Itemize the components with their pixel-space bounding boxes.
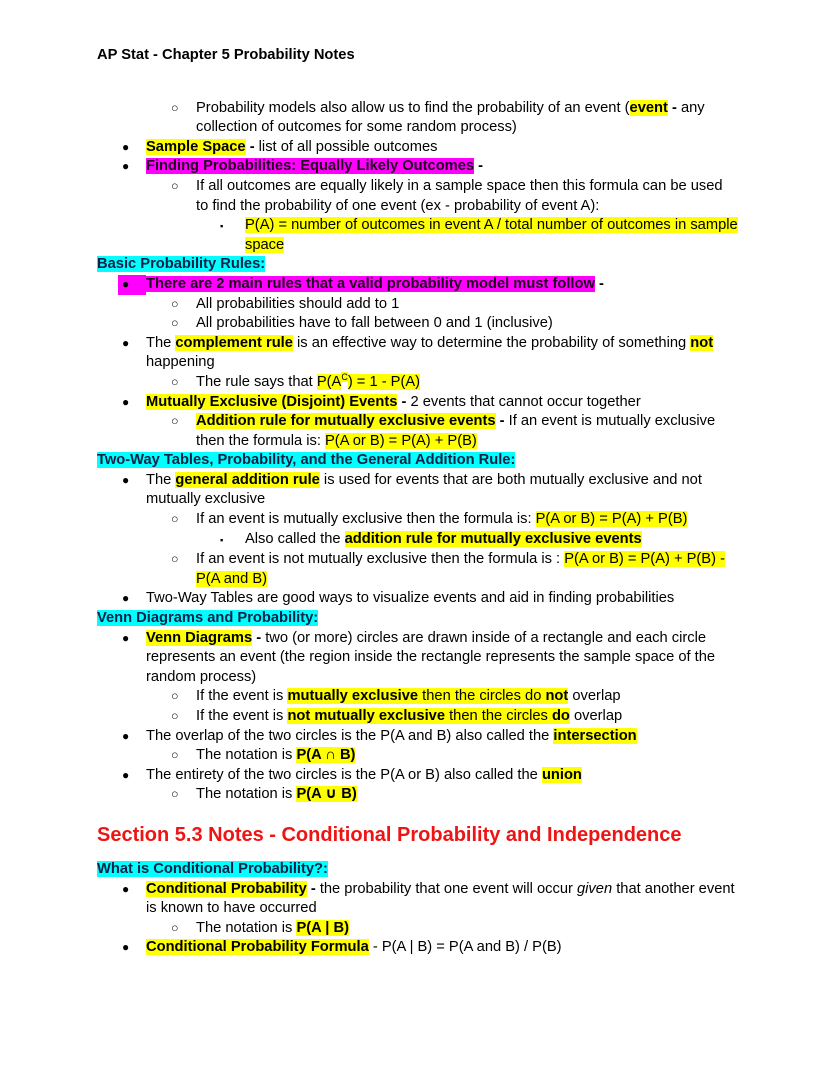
bullet-circle-icon: ○ xyxy=(171,374,179,389)
highlighted-text-run: not xyxy=(545,688,569,705)
bullet-item xyxy=(97,275,738,295)
text-run: The rule says that xyxy=(196,373,317,390)
highlighted-text-run: event xyxy=(629,99,668,116)
bullet-text xyxy=(196,314,738,334)
bullet-item xyxy=(97,216,738,255)
bullet-circle-icon: ○ xyxy=(171,920,179,935)
bullet-text xyxy=(146,157,738,177)
cyan-heading xyxy=(97,255,738,275)
highlighted-text-run: P(A | B) xyxy=(296,919,349,936)
bullet-text xyxy=(196,412,738,451)
text-run: The overlap of the two circles is the P(A and B) also called the xyxy=(146,727,554,744)
highlighted-text-run: intersection xyxy=(553,727,637,744)
highlighted-text-run: P(A ∪ B) xyxy=(296,786,357,803)
bullet-disc-icon: ● xyxy=(122,472,130,487)
bullet-square-icon: ▪ xyxy=(220,221,224,233)
highlighted-text-run: Addition rule for mutually exclusive events xyxy=(196,413,496,430)
bullet-item xyxy=(97,314,738,334)
bullet-text xyxy=(146,938,738,958)
bullet-text xyxy=(196,785,738,805)
bullet-disc-icon: ● xyxy=(122,591,130,606)
bullet-item xyxy=(97,766,738,786)
text-run: P(A | B) = P(A and B) / P(B) xyxy=(381,939,562,956)
text-run: is an effective way to determine the probability of something xyxy=(292,334,691,351)
bullet-item xyxy=(97,157,738,177)
bullet-text xyxy=(196,373,738,393)
highlighted-text-run: complement rule xyxy=(175,334,293,351)
bullet-item xyxy=(97,471,738,510)
bullet-item xyxy=(97,510,738,530)
text-run: - xyxy=(368,939,382,956)
bullet-item xyxy=(97,334,738,373)
highlighted-text-run: Sample Space xyxy=(146,138,246,155)
bullet-square-icon: ▪ xyxy=(220,534,224,546)
bullet-disc-icon: ● xyxy=(122,159,130,174)
highlighted-text-run: There are 2 main rules that a valid probability model must follow xyxy=(146,275,595,292)
text-run: the probability that one event will occur xyxy=(319,880,577,897)
text-run: Two-Way Tables are good ways to visualize events and aid in finding probabilities xyxy=(146,590,675,607)
bullet-item xyxy=(97,919,738,939)
highlighted-text-run: addition rule for mutually exclusive events xyxy=(344,530,642,547)
highlighted-text-run: P(A xyxy=(316,373,342,390)
bullet-item xyxy=(97,412,738,451)
bullet-disc-icon: ● xyxy=(122,139,130,154)
bullet-disc-icon: ● xyxy=(122,940,130,955)
text-run: list of all possible outcomes xyxy=(258,138,438,155)
highlighted-text-run: mutually exclusive xyxy=(287,688,419,705)
highlighted-text-run: not xyxy=(690,334,714,351)
bullet-disc-icon: ● xyxy=(122,335,130,350)
bullet-circle-icon: ○ xyxy=(171,552,179,567)
text-run: given xyxy=(577,880,613,897)
bullet-text xyxy=(196,746,738,766)
text-run: - xyxy=(495,413,509,430)
highlighted-text-run: Conditional Probability Formula xyxy=(146,939,369,956)
bullet-text xyxy=(146,880,738,919)
bullet-item xyxy=(97,530,738,551)
highlighted-text-run: Venn Diagrams and Probability: xyxy=(97,610,319,627)
highlighted-text-run: C xyxy=(341,372,348,383)
bullet-item xyxy=(97,99,738,138)
cyan-heading xyxy=(97,451,738,471)
cyan-heading xyxy=(97,609,738,629)
document-body xyxy=(97,99,738,958)
bullet-disc-icon: ● xyxy=(122,728,130,743)
bullet-text xyxy=(196,550,738,589)
text-run: All probabilities should add to 1 xyxy=(196,295,400,312)
bullet-text xyxy=(196,510,738,530)
text-run: happening xyxy=(146,354,215,371)
bullet-text xyxy=(196,707,738,727)
bullet-text xyxy=(196,177,738,216)
highlighted-text-run: Basic Probability Rules: xyxy=(97,256,266,273)
bullet-text xyxy=(146,275,738,295)
doc-title-text: AP Stat - Chapter 5 Probability Notes xyxy=(97,47,355,63)
bullet-circle-icon: ○ xyxy=(171,414,179,429)
text-run: overlap xyxy=(569,708,623,724)
cyan-heading xyxy=(97,860,738,880)
text-run: - xyxy=(245,138,259,155)
text-run: Section 5.3 Notes - Conditional Probability and Independence xyxy=(97,823,682,846)
bullet-item xyxy=(97,177,738,216)
bullet-circle-icon: ○ xyxy=(171,296,179,311)
text-run: All probabilities have to fall between 0 and 1 (inclusive) xyxy=(196,315,553,332)
bullet-item xyxy=(97,746,738,766)
text-run: If all outcomes are equally likely in a sample space then this formula can be used to find the probability of one event (ex - probability of event A): xyxy=(196,177,723,214)
text-run: overlap xyxy=(568,688,621,705)
bullet-text xyxy=(245,530,738,550)
highlighted-text-run: general addition rule xyxy=(175,471,320,488)
text-run: - xyxy=(252,629,266,646)
bullet-item xyxy=(97,785,738,805)
bullet-text xyxy=(146,471,738,510)
bullet-disc-icon: ● xyxy=(118,275,146,295)
bullet-disc-icon: ● xyxy=(122,630,130,645)
bullet-item xyxy=(97,138,738,158)
bullet-text xyxy=(146,393,738,413)
bullet-text xyxy=(146,766,738,786)
bullet-circle-icon: ○ xyxy=(171,178,179,193)
bullet-item xyxy=(97,938,738,958)
highlighted-text-run: Two-Way Tables, Probability, and the General Addition Rule: xyxy=(97,452,516,469)
highlighted-text-run: P(A ∩ B) xyxy=(296,747,356,764)
bullet-circle-icon: ○ xyxy=(171,689,179,704)
highlighted-text-run: What is Conditional Probability?: xyxy=(97,860,328,877)
highlighted-text-run: Conditional Probability xyxy=(146,880,307,897)
highlighted-text-run: P(A or B) = P(A) + P(B) - P(A and B) xyxy=(196,551,725,587)
highlighted-text-run: do xyxy=(551,708,570,724)
text-run: any collection of outcomes for some random process) xyxy=(196,99,705,136)
bullet-disc-icon: ● xyxy=(122,881,130,896)
highlighted-text-run: Venn Diagrams xyxy=(146,629,253,646)
bullet-item xyxy=(97,295,738,315)
text-run: The notation is xyxy=(196,919,297,936)
text-run: two (or more) circles are drawn inside of a rectangle and each circle represents an event (the region inside the rectangle represents the sample space of the random process) xyxy=(146,629,716,685)
text-run: 2 events that cannot occur together xyxy=(410,393,641,410)
text-run: If an event is mutually exclusive then the formula is: xyxy=(196,511,536,528)
highlighted-text-run: P(A or B) = P(A) + P(B) xyxy=(535,511,688,528)
bullet-item xyxy=(97,373,738,393)
bullet-circle-icon: ○ xyxy=(171,709,179,723)
bullet-text xyxy=(196,295,738,315)
text-run: If the event is xyxy=(196,708,288,724)
highlighted-text-run: then the circles xyxy=(445,708,552,724)
bullet-text xyxy=(146,334,738,373)
bullet-item xyxy=(97,589,738,609)
text-run: The xyxy=(146,334,176,351)
doc-title xyxy=(97,46,738,66)
bullet-text xyxy=(146,589,738,609)
highlighted-text-run: then the circles do xyxy=(418,688,546,705)
highlighted-text-run: Mutually Exclusive (Disjoint) Events xyxy=(146,393,398,410)
highlighted-text-run: union xyxy=(541,766,582,783)
bullet-text xyxy=(146,629,738,688)
text-run: The notation is xyxy=(196,786,297,803)
bullet-item xyxy=(97,393,738,413)
text-run: If an event is mutually exclusive then the formula is: xyxy=(196,413,716,449)
text-run: - xyxy=(594,275,604,292)
text-run: - xyxy=(306,880,320,897)
text-run: - xyxy=(474,158,484,175)
highlighted-text-run: Finding Probabilities: Equally Likely Outcomes xyxy=(146,158,475,175)
bullet-circle-icon: ○ xyxy=(171,512,179,527)
bullet-text xyxy=(146,727,738,747)
bullet-circle-icon: ○ xyxy=(171,100,179,115)
text-run: is used for events that are both mutually exclusive and not mutually exclusive xyxy=(146,471,702,508)
text-run: Probability models also allow us to find the probability of an event ( xyxy=(196,99,630,116)
bullet-text xyxy=(196,919,738,939)
bullet-item xyxy=(97,550,738,589)
bullet-disc-icon: ● xyxy=(122,394,130,409)
bullet-disc-icon: ● xyxy=(122,767,130,782)
highlighted-text-run: not mutually exclusive xyxy=(287,708,445,724)
bullet-item xyxy=(97,687,738,707)
bullet-text xyxy=(245,216,738,255)
highlighted-text-run: P(A or B) = P(A) + P(B) xyxy=(325,432,477,449)
highlighted-text-run: P(A) = number of outcomes in event A / total number of outcomes in sample space xyxy=(245,217,738,253)
text-run: The entirety of the two circles is the P(A or B) also called the xyxy=(146,766,542,783)
text-run: Also called the xyxy=(245,530,345,547)
bullet-item xyxy=(97,629,738,688)
text-run: - xyxy=(667,99,681,116)
bullet-circle-icon: ○ xyxy=(171,787,179,802)
bullet-item xyxy=(97,880,738,919)
bullet-text xyxy=(196,687,738,707)
bullet-item xyxy=(97,727,738,747)
bullet-circle-icon: ○ xyxy=(171,748,179,763)
bullet-text xyxy=(146,138,738,158)
text-run: If an event is not mutually exclusive then the formula is : xyxy=(196,551,565,568)
highlighted-text-run: ) = 1 - P(A) xyxy=(347,373,421,390)
bullet-item xyxy=(97,707,738,727)
bullet-text xyxy=(196,99,738,138)
text-run: The notation is xyxy=(196,747,297,764)
text-run: - xyxy=(397,393,411,410)
text-run: The xyxy=(146,471,176,488)
text-run: If the event is xyxy=(196,688,288,705)
bullet-circle-icon: ○ xyxy=(171,316,179,331)
text-run: that another event is known to have occurred xyxy=(146,880,735,917)
red-section-heading xyxy=(97,821,738,849)
